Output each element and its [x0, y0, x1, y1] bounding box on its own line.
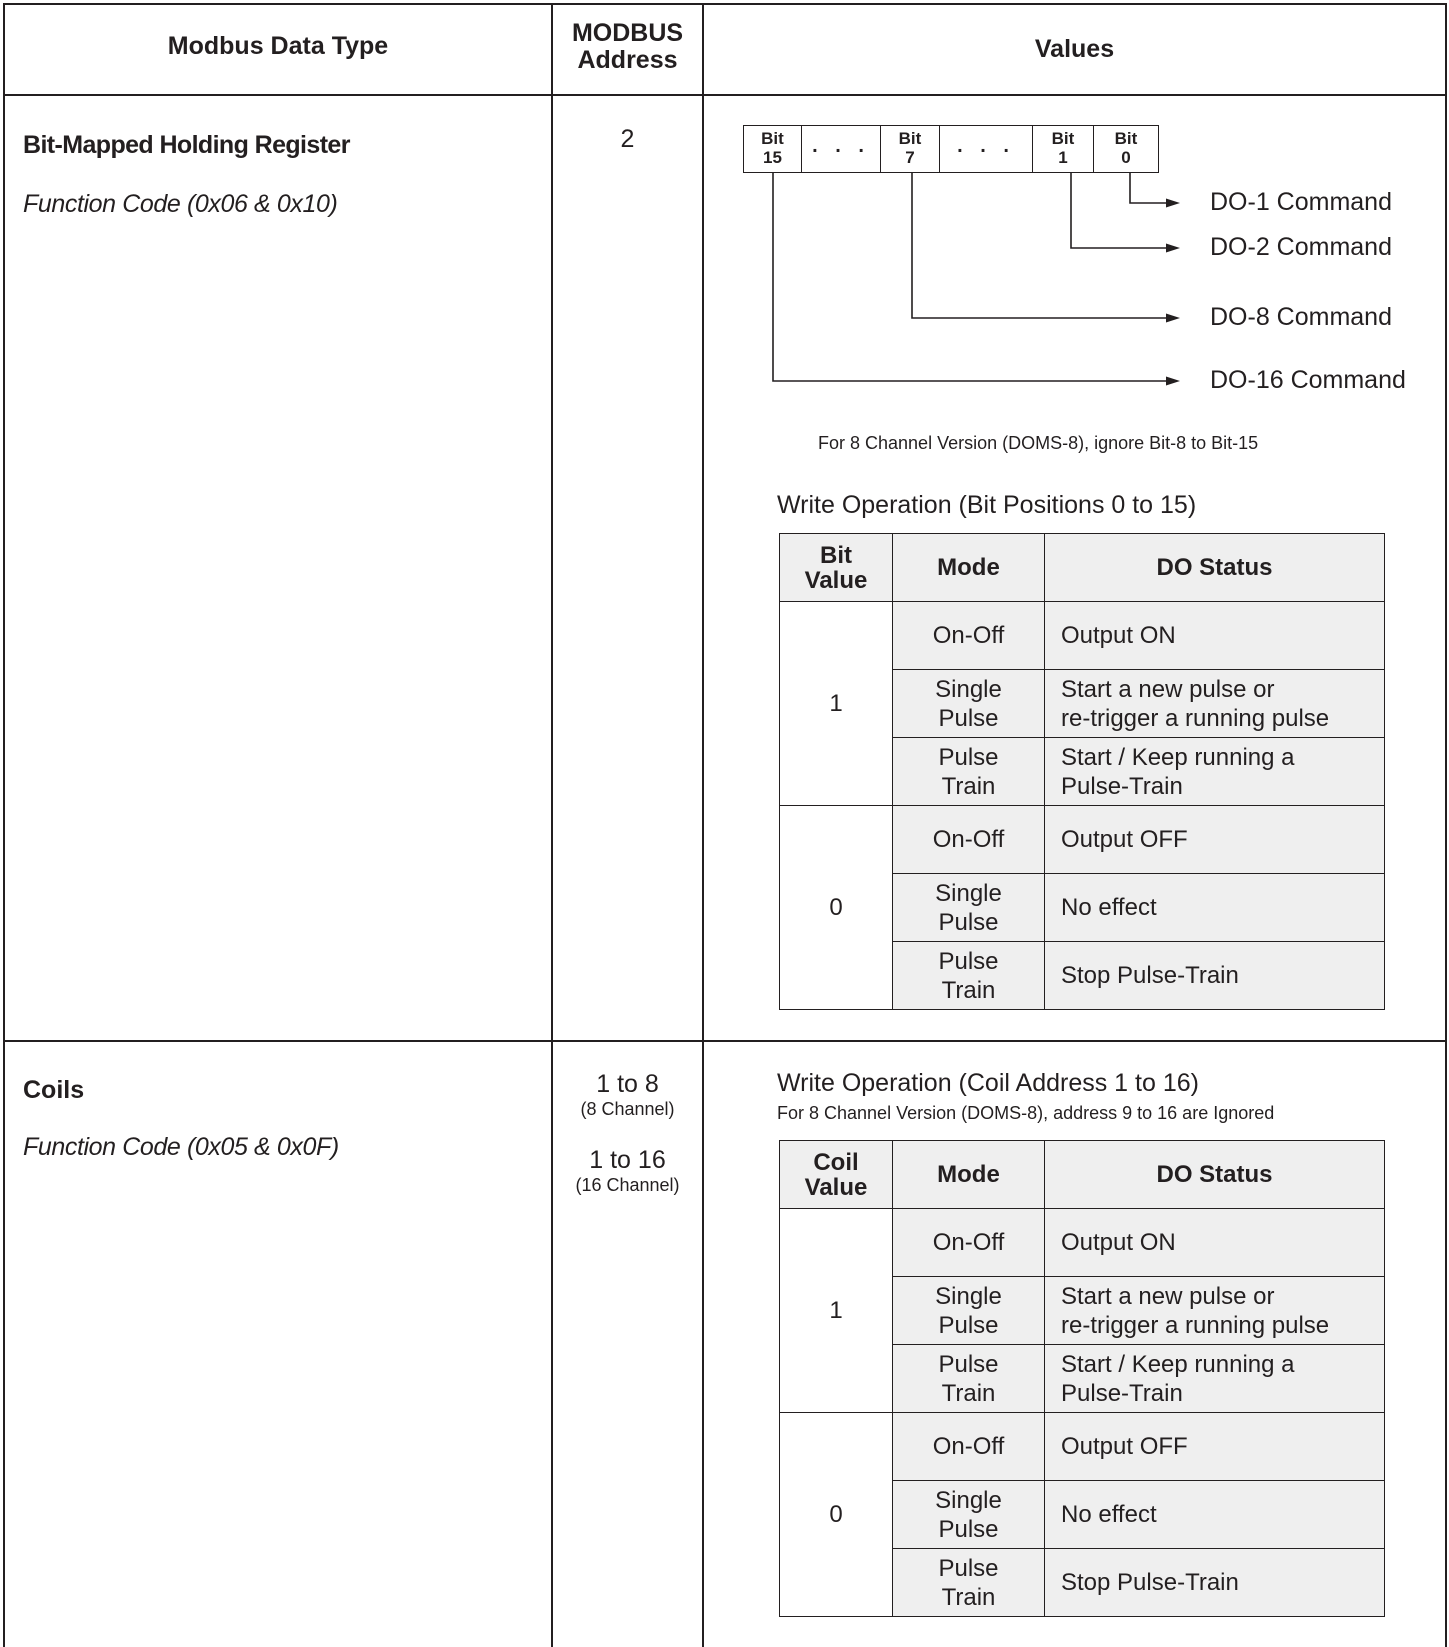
mode-cell: Pulse Train — [893, 1549, 1045, 1617]
bit-15-cell: Bit 15 — [744, 126, 802, 172]
arrow-head-icon — [1166, 199, 1180, 208]
mode-cell: Pulse Train — [893, 738, 1045, 806]
status-cell: Output ON — [1045, 1209, 1385, 1277]
arrow-head-icon — [1166, 244, 1180, 253]
coil-address-range-16: 1 to 16 — [589, 1146, 666, 1174]
bit7-connector-line — [912, 172, 1167, 318]
coils-function-code: Function Code (0x05 & 0x0F) — [23, 1133, 339, 1161]
status-cell: Start a new pulse or re-trigger a running pulse — [1045, 1277, 1385, 1345]
status-cell: Start / Keep running a Pulse-Train — [1045, 1345, 1385, 1413]
bit-value-cell: 1 — [780, 602, 893, 806]
coil-address-range-8: 1 to 8 — [596, 1070, 659, 1098]
do2-command-label: DO-2 Command — [1210, 233, 1392, 261]
mode-cell: Pulse Train — [893, 1345, 1045, 1413]
header-data-type: Modbus Data Type — [167, 32, 389, 60]
mode-cell: Single Pulse — [893, 1277, 1045, 1345]
status-cell: No effect — [1045, 1481, 1385, 1549]
mode-cell: On-Off — [893, 806, 1045, 874]
do1-command-label: DO-1 Command — [1210, 188, 1392, 216]
do8-command-label: DO-8 Command — [1210, 303, 1392, 331]
register-channel-note: For 8 Channel Version (DOMS-8), ignore Bit-8 to Bit-15 — [818, 433, 1259, 453]
coil-value-cell: 1 — [780, 1209, 893, 1413]
status-cell: Output ON — [1045, 602, 1385, 670]
status-cell: Start / Keep running a Pulse-Train — [1045, 738, 1385, 806]
coils-write-table — [779, 1140, 1385, 1617]
status-cell: Stop Pulse-Train — [1045, 942, 1385, 1010]
bit15-connector-line — [773, 172, 1167, 381]
status-cell: Output OFF — [1045, 1413, 1385, 1481]
col-header-coil-value: Coil Value — [780, 1141, 893, 1209]
bit-1-cell: Bit 1 — [1033, 126, 1094, 172]
bit0-connector-line — [1130, 172, 1167, 203]
header-modbus-line: MODBUS — [571, 19, 684, 47]
col-header-mode: Mode — [893, 1141, 1045, 1209]
col-header-mode: Mode — [893, 534, 1045, 602]
status-cell: Output OFF — [1045, 806, 1385, 874]
register-function-code: Function Code (0x06 & 0x10) — [23, 190, 338, 218]
bit-7-cell: Bit 7 — [881, 126, 940, 172]
register-type-title: Bit-Mapped Holding Register — [23, 131, 350, 159]
row-divider — [3, 1040, 1447, 1042]
mode-cell: Pulse Train — [893, 942, 1045, 1010]
col-header-bit-value: Bit Value — [780, 534, 893, 602]
header-address-line: Address — [577, 46, 678, 74]
mode-cell: On-Off — [893, 1413, 1045, 1481]
bit1-connector-line — [1071, 172, 1167, 248]
bit-0-cell: Bit 0 — [1114, 129, 1138, 167]
header-values: Values — [1034, 35, 1115, 63]
coils-type-title: Coils — [23, 1076, 85, 1104]
register-write-operation-title: Write Operation (Bit Positions 0 to 15) — [777, 491, 1197, 519]
register-write-table — [779, 533, 1385, 1010]
status-cell: No effect — [1045, 874, 1385, 942]
arrow-head-icon — [1166, 377, 1180, 386]
coil-value-cell: 0 — [780, 1413, 893, 1617]
col-header-do-status: DO Status — [1045, 534, 1385, 602]
bit-ellipsis-cell: . . . — [940, 126, 1033, 172]
status-cell: Start a new pulse or re-trigger a running pulse — [1045, 670, 1385, 738]
mode-cell: Single Pulse — [893, 1481, 1045, 1549]
bit-ellipsis-cell: . . . — [802, 126, 881, 172]
coils-write-operation-title: Write Operation (Coil Address 1 to 16) — [777, 1069, 1199, 1097]
status-cell: Stop Pulse-Train — [1045, 1549, 1385, 1617]
mode-cell: On-Off — [893, 1209, 1045, 1277]
mode-cell: Single Pulse — [893, 874, 1045, 942]
register-address: 2 — [620, 125, 635, 153]
coil-address-note-8: (8 Channel) — [580, 1099, 675, 1119]
coils-channel-note: For 8 Channel Version (DOMS-8), address 9 to 16 are Ignored — [777, 1103, 1275, 1123]
mode-cell: Single Pulse — [893, 670, 1045, 738]
bit-value-cell: 0 — [780, 806, 893, 1010]
do16-command-label: DO-16 Command — [1210, 366, 1406, 394]
col-header-do-status: DO Status — [1045, 1141, 1385, 1209]
mode-cell: On-Off — [893, 602, 1045, 670]
arrow-head-icon — [1166, 314, 1180, 323]
coil-address-note-16: (16 Channel) — [575, 1175, 680, 1195]
